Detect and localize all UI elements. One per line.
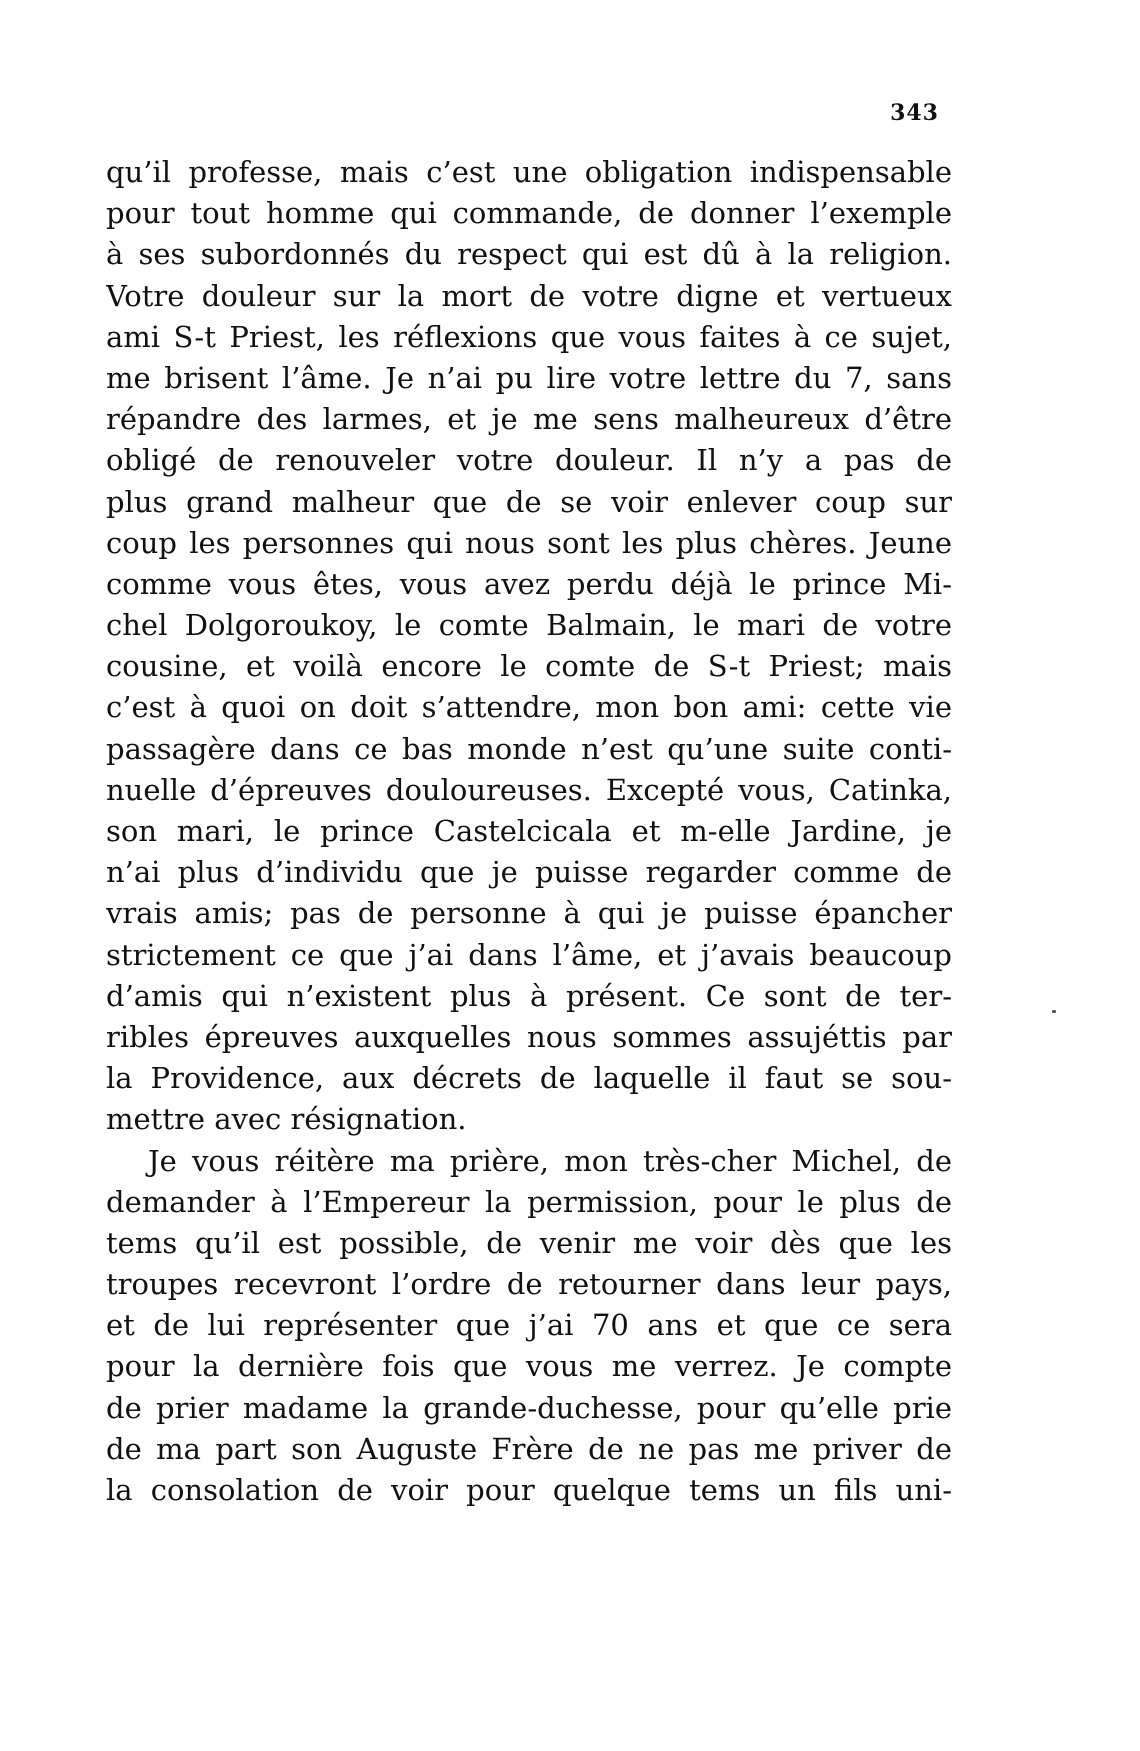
text-line: à ses subordonnés du respect qui est dû à la religion.: [106, 237, 952, 272]
text-line: Votre douleur sur la mort de votre digne et vertueux: [106, 278, 952, 313]
page-number: 343: [890, 100, 939, 126]
text-line: obligé de renouveler votre douleur. Il n’y a pas de: [106, 443, 952, 478]
text-line: passagère dans ce bas monde n’est qu’une suite conti-: [106, 731, 952, 766]
text-line: répandre des larmes, et je me sens malheureux d’être: [106, 402, 952, 437]
text-line: et de lui représenter que j’ai 70 ans et que ce sera: [106, 1308, 952, 1343]
text-line-paragraph-start: Je vous réitère ma prière, mon très-cher Michel, de: [148, 1143, 952, 1178]
text-line: me brisent l’âme. Je n’ai pu lire votre lettre du 7, sans: [106, 360, 952, 395]
text-line: de ma part son Auguste Frère de ne pas me priver de: [106, 1431, 952, 1466]
text-line: vrais amis; pas de personne à qui je puisse épancher: [106, 896, 952, 931]
text-line: tems qu’il est possible, de venir me voir dès que les: [106, 1225, 952, 1260]
text-line: d’amis qui n’existent plus à présent. Ce sont de ter-: [106, 978, 952, 1013]
text-line: strictement ce que j’ai dans l’âme, et j’avais beaucoup: [106, 937, 952, 972]
text-line: chel Dolgoroukoy, le comte Balmain, le mari de votre: [106, 608, 952, 643]
text-line: son mari, le prince Castelcicala et m-elle Jardine, je: [106, 814, 952, 848]
text-line: ami S-t Priest, les réflexions que vous faites à ce sujet,: [106, 319, 952, 354]
text-line: cousine, et voilà encore le comte de S-t Priest; mais: [106, 649, 952, 684]
body-text: [106, 152, 952, 1511]
text-line: la Providence, aux décrets de laquelle il faut se sou-: [106, 1061, 952, 1096]
text-line: demander à l’Empereur la permission, pour le plus de: [106, 1184, 952, 1219]
text-line: la consolation de voir pour quelque tems un fils uni-: [106, 1473, 952, 1507]
text-line: c’est à quoi on doit s’attendre, mon bon ami: cette vie: [106, 690, 952, 725]
text-line: de prier madame la grande-duchesse, pour qu’elle prie: [106, 1390, 952, 1425]
text-line: coup les personnes qui nous sont les plus chères. Jeune: [106, 525, 952, 560]
text-line: qu’il professe, mais c’est une obligation indispensable: [106, 155, 952, 189]
text-line: ribles épreuves auxquelles nous sommes assujéttis par: [106, 1019, 952, 1054]
text-line: n’ai plus d’individu que je puisse regarder comme de: [106, 855, 952, 890]
text-line: nuelle d’épreuves douloureuses. Excepté vous, Catinka,: [106, 772, 952, 807]
text-line-paragraph-end: mettre avec résignation.: [106, 1102, 467, 1137]
scan-speck: [1052, 1010, 1056, 1013]
text-line: pour tout homme qui commande, de donner l’exemple: [106, 196, 952, 231]
text-line: troupes recevront l’ordre de retourner dans leur pays,: [106, 1267, 952, 1302]
text-line: comme vous êtes, vous avez perdu déjà le prince Mi-: [106, 566, 952, 601]
text-line: plus grand malheur que de se voir enlever coup sur: [106, 484, 952, 519]
text-line: pour la dernière fois que vous me verrez. Je compte: [106, 1349, 952, 1384]
